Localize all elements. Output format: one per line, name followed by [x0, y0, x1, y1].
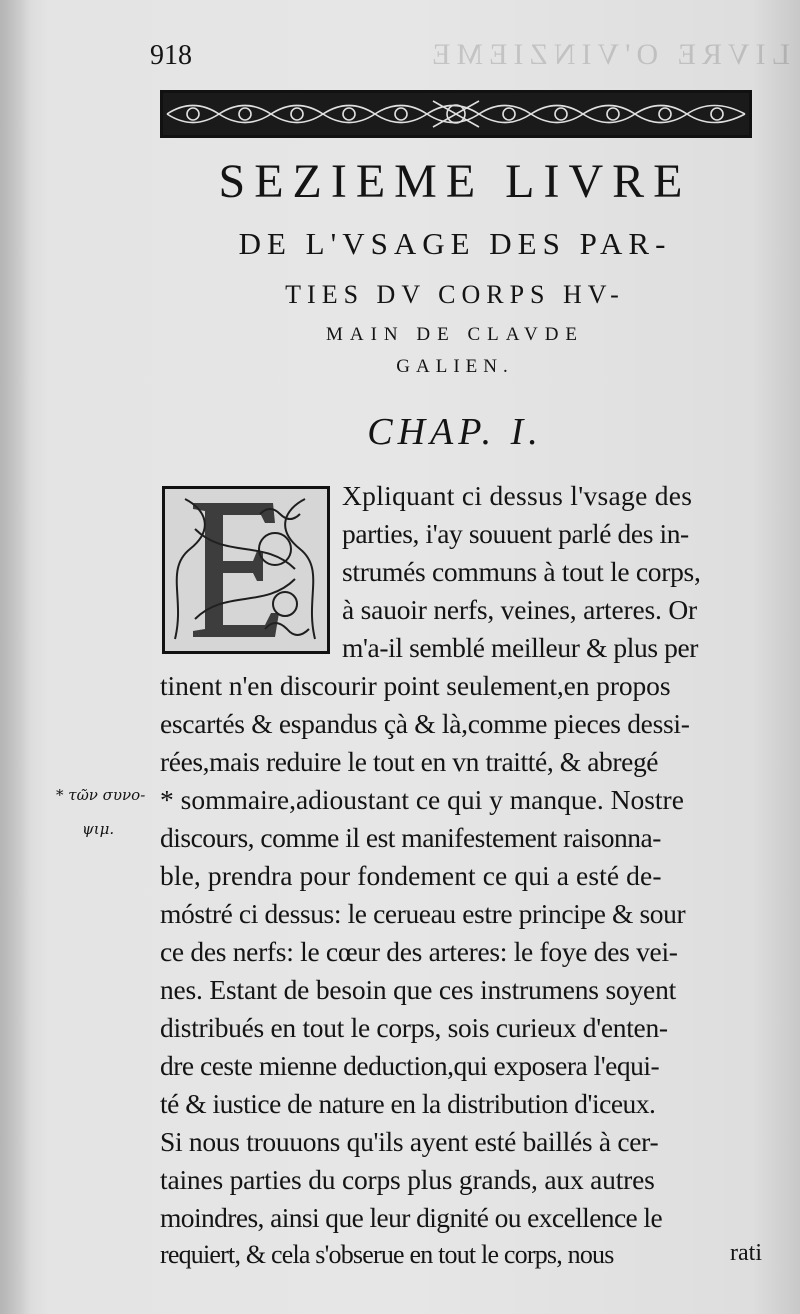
text-line: * sommaire,adioustant ce qui y manque. Nostre	[160, 784, 684, 815]
text-line: parties, i'ay souuent parlé des in-	[342, 518, 689, 549]
text-line: ce des nerfs: le cœur des arteres: le foye des vei-	[160, 936, 678, 967]
margin-note-line-2: ψιμ.	[82, 820, 115, 838]
text-line: taines parties du corps plus grands, aux autres	[160, 1164, 655, 1195]
text-line: Si nous trouuons qu'ils ayent esté baillés à cer-	[160, 1126, 659, 1157]
title-line-4: MAIN DE CLAVDE	[325, 324, 585, 345]
catchword: rati	[730, 1240, 762, 1266]
margin-note-line-1: * τῶν συνο-	[56, 786, 146, 804]
title-line-2: DE L'VSAGE DES PAR-	[238, 226, 672, 261]
text-line: distribués en tout le corps, sois curieux d'enten-	[160, 1012, 668, 1043]
text-line: discours, comme il est manifestement raisonna-	[160, 822, 661, 853]
title-line-5: GALIEN.	[396, 356, 514, 377]
text-line: escartés & espandus çà & là,comme pieces dessi-	[160, 708, 690, 739]
text-line: à sauoir nerfs, veines, arteres. Or	[342, 594, 697, 625]
title-line-3: TIES DV CORPS HV-	[285, 280, 625, 309]
text-line: moindres, ainsi que leur dignité ou excellence le	[160, 1202, 663, 1233]
text-line: strumés communs à tout le corps,	[342, 556, 701, 587]
text-line: té & iustice de nature en la distribution d'iceux.	[160, 1088, 656, 1119]
text-line: Xpliquant ci dessus l'vsage des	[342, 480, 693, 511]
text-line: ble, prendra pour fondement ce qui a esté de-	[160, 860, 662, 891]
text-line: nes. Estant de besoin que ces instrumens soyent	[160, 974, 677, 1005]
page-number: 918	[150, 40, 192, 71]
chapter-heading: CHAP. I.	[367, 411, 543, 453]
text-line: dre ceste mienne deduction,qui exposera l'equi-	[160, 1050, 660, 1081]
text-line: m'a-il semblé meilleur & plus per	[342, 632, 699, 663]
show-through-running-head: LIVRE O'VINZIEME	[426, 38, 790, 71]
text-line: rées,mais reduire le tout en vn traitté, & abregé	[160, 746, 659, 777]
title-line-1: SEZIEME LIVRE	[218, 155, 692, 208]
text-line: tinent n'en discourir point seulement,en propos	[160, 670, 671, 701]
text-line: requiert, & cela s'obserue en tout le corps, nous	[160, 1240, 614, 1269]
text-line: móstré ci dessus: le cerueau estre principe & sour	[160, 898, 686, 929]
